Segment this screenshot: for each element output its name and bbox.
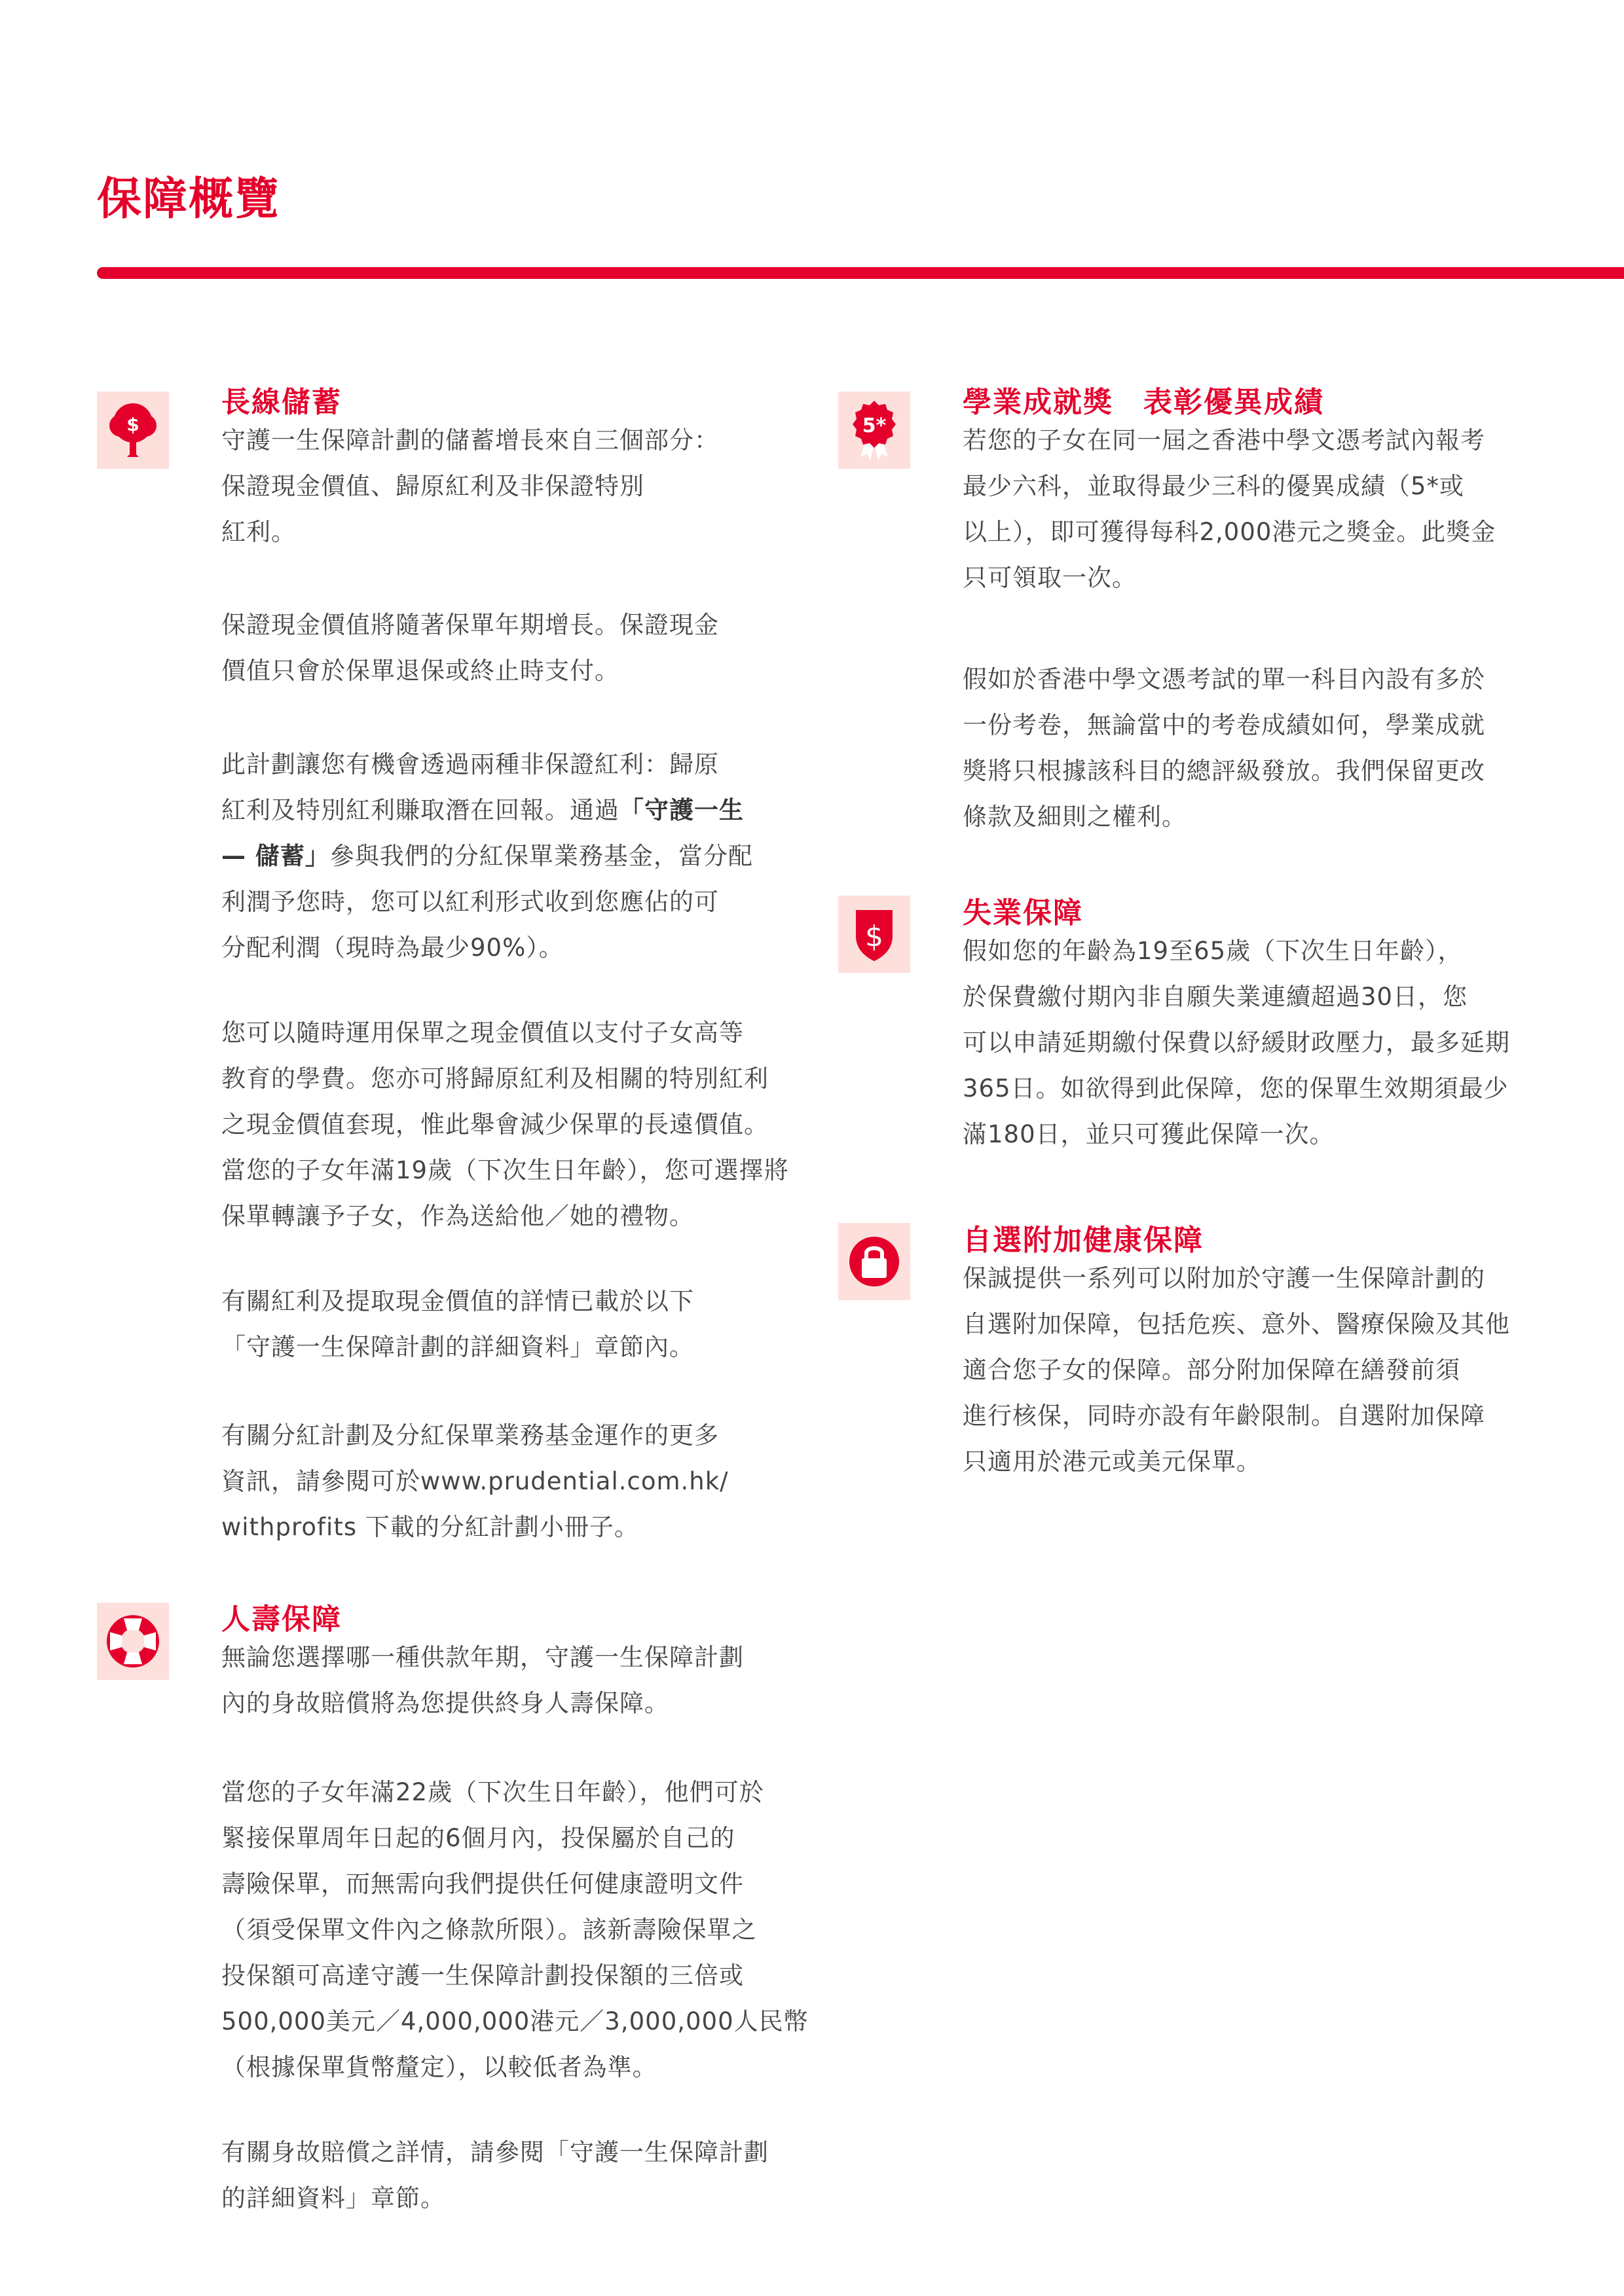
text-line: 以上），即可獲得每科2,000港元之獎金。此獎金 bbox=[963, 518, 1496, 546]
text-segment: 參與我們的分紅保單業務基金，當分配 bbox=[329, 842, 753, 870]
text-line: 假如您的年齡為19至65歲（下次生日年齡）， bbox=[963, 937, 1463, 965]
text-line: 利潤予您時，您可以紅利形式收到您應佔的可 bbox=[221, 888, 719, 916]
life-heading: 人壽保障 bbox=[221, 1603, 342, 1636]
text-line: 500,000美元／4,000,000港元／3,000,000人民幣 bbox=[221, 2007, 809, 2035]
life-paragraph-3 bbox=[221, 2130, 769, 2221]
icon-label: 5* bbox=[862, 414, 887, 437]
page-title: 保障概覽 bbox=[97, 173, 281, 225]
savings-paragraph-3 bbox=[221, 742, 753, 971]
text-line: （根據保單貨幣釐定），以較低者為準。 bbox=[221, 2053, 657, 2081]
life-paragraph-1 bbox=[221, 1635, 744, 1726]
plan-name-bold: 「守護一生 bbox=[619, 796, 744, 824]
text-line: 壽險保單，而無需向我們提供任何健康證明文件 bbox=[221, 1870, 744, 1898]
text-line: 獎將只根據該科目的總評級發放。我們保留更改 bbox=[963, 757, 1485, 785]
text-line: 價值只會於保單退保或終止時支付。 bbox=[221, 657, 619, 685]
savings-icon-box bbox=[97, 392, 169, 469]
text-line: 只可領取一次。 bbox=[963, 564, 1137, 592]
text-line: 守護一生保障計劃的儲蓄增長來自三個部分： bbox=[221, 426, 719, 454]
text-line: 條款及細則之權利。 bbox=[963, 803, 1187, 831]
text-line: 您可以隨時運用保單之現金價值以支付子女高等 bbox=[221, 1019, 744, 1047]
text-line: （須受保單文件內之條款所限）。該新壽險保單之 bbox=[221, 1916, 757, 1944]
savings-paragraph-6 bbox=[221, 1413, 729, 1550]
health-paragraph-1 bbox=[963, 1256, 1510, 1485]
text-line: 教育的學費。您亦可將歸原紅利及相關的特別紅利 bbox=[221, 1065, 769, 1093]
text-line: 「守護一生保障計劃的詳細資料」章節內。 bbox=[221, 1333, 694, 1361]
text-line bbox=[221, 788, 753, 833]
health-icon-box bbox=[838, 1223, 910, 1300]
text-line: 進行核保，同時亦設有年齡限制。自選附加保障 bbox=[963, 1402, 1485, 1430]
text-line: 之現金價值套現，惟此舉會減少保單的長遠價值。 bbox=[221, 1110, 769, 1139]
text-segment: 紅利及特別紅利賺取潛在回報。通過 bbox=[221, 796, 619, 824]
text-line: 滿180日，並只可獲此保障一次。 bbox=[963, 1120, 1335, 1148]
savings-paragraph-5 bbox=[221, 1279, 694, 1370]
text-line: 投保額可高達守護一生保障計劃投保額的三倍或 bbox=[221, 1961, 744, 1990]
life-icon-box bbox=[97, 1603, 169, 1680]
text-line: 無論您選擇哪一種供款年期，守護一生保障計劃 bbox=[221, 1643, 744, 1671]
savings-paragraph-2 bbox=[221, 602, 719, 694]
text-line: 內的身故賠償將為您提供終身人壽保障。 bbox=[221, 1689, 669, 1717]
savings-paragraph-1 bbox=[221, 418, 719, 555]
text-line: 於保費繳付期內非自願失業連續超過30日，您 bbox=[963, 983, 1468, 1011]
text-line: 自選附加保障，包括危疾、意外、醫療保險及其他 bbox=[963, 1310, 1510, 1338]
text-line: 的詳細資料」章節。 bbox=[221, 2184, 445, 2212]
academic-heading: 學業成就獎 表彰優異成績 bbox=[963, 386, 1324, 419]
unemployment-icon-box bbox=[838, 896, 910, 973]
text-line: 若您的子女在同一屆之香港中學文憑考試內報考 bbox=[963, 426, 1485, 454]
text-line: 最少六科，並取得最少三科的優異成績（5*或 bbox=[963, 472, 1465, 500]
text-line: 資訊，請參閱可於www.prudential.com.hk/ bbox=[221, 1467, 729, 1495]
dollar-shield-icon bbox=[838, 896, 910, 973]
text-line: 只適用於港元或美元保單。 bbox=[963, 1448, 1261, 1476]
text-line: 當您的子女年滿19歲（下次生日年齡），您可選擇將 bbox=[221, 1156, 789, 1184]
text-line: 保單轉讓予子女，作為送給他／她的禮物。 bbox=[221, 1202, 694, 1230]
text-line: 有關身故賠償之詳情，請參閱「守護一生保障計劃 bbox=[221, 2138, 769, 2166]
health-heading: 自選附加健康保障 bbox=[963, 1224, 1204, 1257]
text-line: 有關紅利及提取現金價值的詳情已載於以下 bbox=[221, 1287, 694, 1315]
text-line: 適合您子女的保障。部分附加保障在繕發前須 bbox=[963, 1356, 1460, 1384]
five-star-award-icon bbox=[838, 392, 910, 469]
text-line: 365日。如欲得到此保障，您的保單生效期須最少 bbox=[963, 1074, 1509, 1102]
text-line bbox=[221, 833, 753, 879]
savings-paragraph-4 bbox=[221, 1010, 789, 1239]
text-line: 假如於香港中學文憑考試的單一科目內設有多於 bbox=[963, 665, 1485, 693]
life-paragraph-2 bbox=[221, 1770, 809, 2090]
text-line: 紅利。 bbox=[221, 518, 296, 546]
text-line: 保誠提供一系列可以附加於守護一生保障計劃的 bbox=[963, 1264, 1485, 1292]
money-tree-icon bbox=[97, 392, 169, 469]
unemployment-paragraph-1 bbox=[963, 928, 1510, 1157]
lifebuoy-icon bbox=[97, 1603, 169, 1680]
savings-heading: 長線儲蓄 bbox=[221, 386, 342, 419]
plan-name-bold: — 儲蓄」 bbox=[221, 842, 330, 870]
academic-icon-box bbox=[838, 392, 910, 469]
text-line: 一份考卷，無論當中的考卷成績如何，學業成就 bbox=[963, 711, 1485, 739]
text-line: 此計劃讓您有機會透過兩種非保證紅利：歸原 bbox=[221, 750, 719, 778]
text-line: withprofits 下載的分紅計劃小冊子。 bbox=[221, 1513, 639, 1541]
academic-paragraph-1 bbox=[963, 418, 1496, 601]
svg-text:$: $ bbox=[126, 414, 139, 435]
text-line: 分配利潤（現時為最少90%）。 bbox=[221, 934, 564, 962]
text-line: 保證現金價值將隨著保單年期增長。保證現金 bbox=[221, 611, 719, 639]
text-line: 可以申請延期繳付保費以紓緩財政壓力，最多延期 bbox=[963, 1029, 1510, 1057]
text-line: 有關分紅計劃及分紅保單業務基金運作的更多 bbox=[221, 1421, 719, 1449]
text-line: 保證現金價值、歸原紅利及非保證特別 bbox=[221, 472, 644, 500]
padlock-icon bbox=[838, 1223, 910, 1300]
unemployment-heading: 失業保障 bbox=[963, 896, 1083, 930]
text-line: 緊接保單周年日起的6個月內，投保屬於自己的 bbox=[221, 1824, 735, 1852]
academic-paragraph-2 bbox=[963, 657, 1485, 840]
text-line: 當您的子女年滿22歲（下次生日年齡），他們可於 bbox=[221, 1778, 764, 1806]
svg-text:$: $ bbox=[865, 920, 883, 953]
title-divider bbox=[97, 267, 1624, 279]
